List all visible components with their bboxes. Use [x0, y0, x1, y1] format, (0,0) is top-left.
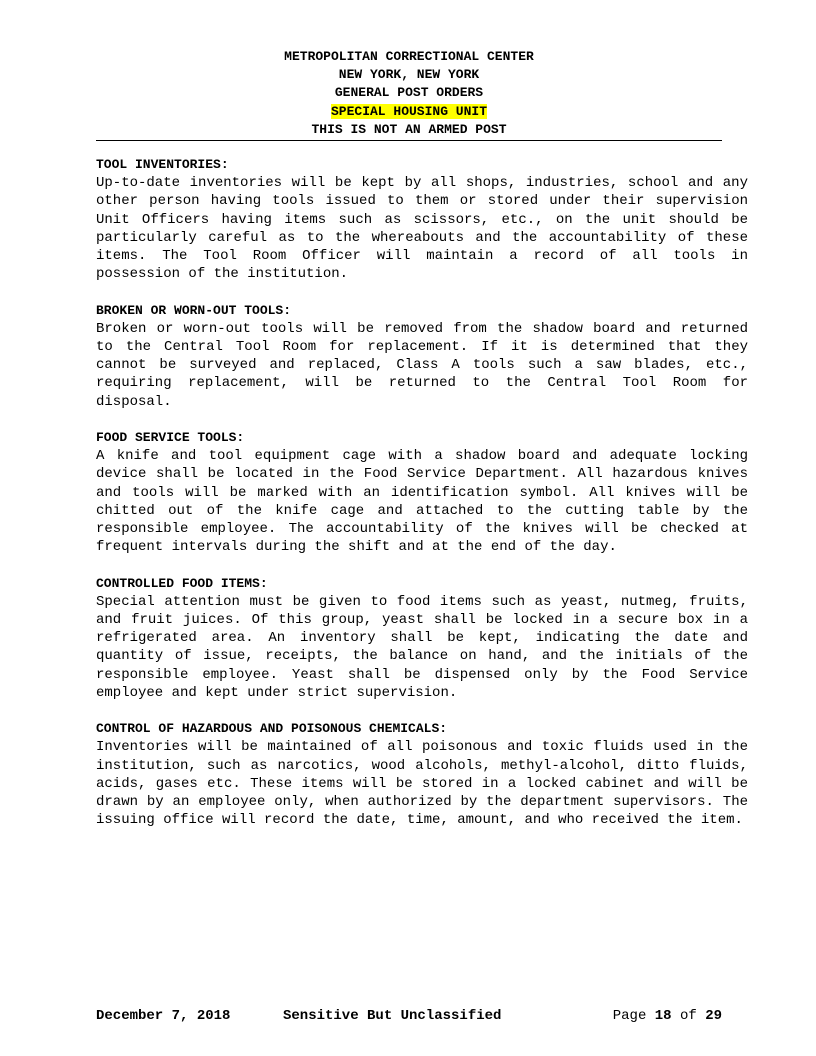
section-broken-tools: [96, 302, 748, 411]
footer-classification: Sensitive But Unclassified: [283, 1008, 502, 1024]
section-heading: BROKEN OR WORN-OUT TOOLS:: [96, 302, 292, 318]
section-body: A knife and tool equipment cage with a shadow board and adequate locking device shall be located in the Food Service Department. All hazardous knives and tools will be marked with an identification symbol. All knives will be chitted out of the knife cage and attached to the cutting table by the responsible employee. The accountability of the knives will be checked at frequent intervals during the shift and at the end of the day.: [96, 448, 748, 556]
document-body: [96, 156, 748, 848]
header-armed-status: THIS IS NOT AN ARMED POST: [311, 121, 507, 137]
header-divider: [96, 140, 722, 141]
section-body: Special attention must be given to food items such as yeast, nutmeg, fruits, and fruit juices. Of this group, yeast shall be locked in a secure box in a refrigerated area. An inventory shall be kept, indicating the date and quantity of issue, receipts, the balance on hand, and the initials of the responsible employee. Yeast shall be dispensed only by the Food Service employee and kept under strict supervision.: [96, 593, 748, 701]
section-body: Up-to-date inventories will be kept by all shops, industries, school and any other person having tools issued to them or stored under their supervision Unit Officers having items such as scissors, etc., on the unit should be particularly careful as to the whereabouts and the accountability of these items. The Tool Room Officer will maintain a record of all tools in possession of the institution.: [96, 175, 748, 283]
section-heading: CONTROL OF HAZARDOUS AND POISONOUS CHEMICALS:: [96, 721, 448, 737]
section-hazardous-chemicals: [96, 720, 748, 829]
page-label: Page: [612, 1008, 647, 1024]
page-of-label: of: [679, 1008, 697, 1024]
section-controlled-food-items: [96, 575, 748, 702]
page-total: 29: [705, 1008, 722, 1024]
header-post-name: SPECIAL HOUSING UNIT: [330, 103, 488, 119]
section-tool-inventories: [96, 156, 748, 283]
section-heading: FOOD SERVICE TOOLS:: [96, 430, 245, 446]
document-header: [96, 48, 722, 139]
section-heading: CONTROLLED FOOD ITEMS:: [96, 575, 268, 591]
footer-date: December 7, 2018: [96, 1008, 231, 1024]
section-heading: TOOL INVENTORIES:: [96, 157, 229, 172]
section-food-service-tools: [96, 429, 748, 556]
header-location: NEW YORK, NEW YORK: [338, 67, 480, 83]
section-body: Broken or worn-out tools will be removed from the shadow board and returned to the Central Tool Room for replacement. If it is determined that they cannot be surveyed and replaced, Class A tools such a saw blades, etc., requiring replacement, will be returned to the Central Tool Room for disposal.: [96, 320, 748, 410]
header-institution: METROPOLITAN CORRECTIONAL CENTER: [284, 49, 534, 64]
header-document-type: GENERAL POST ORDERS: [334, 85, 484, 101]
page-current: 18: [654, 1008, 672, 1024]
footer-page-number: [613, 1007, 722, 1025]
section-body: Inventories will be maintained of all poisonous and toxic fluids used in the institution, such as narcotics, wood alcohols, methyl-alcohol, ditto fluids, acids, gases etc. These items will be stored in a locked cabinet and will be drawn by an employee only, when authorized by the department supervisors. The issuing office will record the date, time, amount, and who received the item.: [96, 739, 748, 829]
